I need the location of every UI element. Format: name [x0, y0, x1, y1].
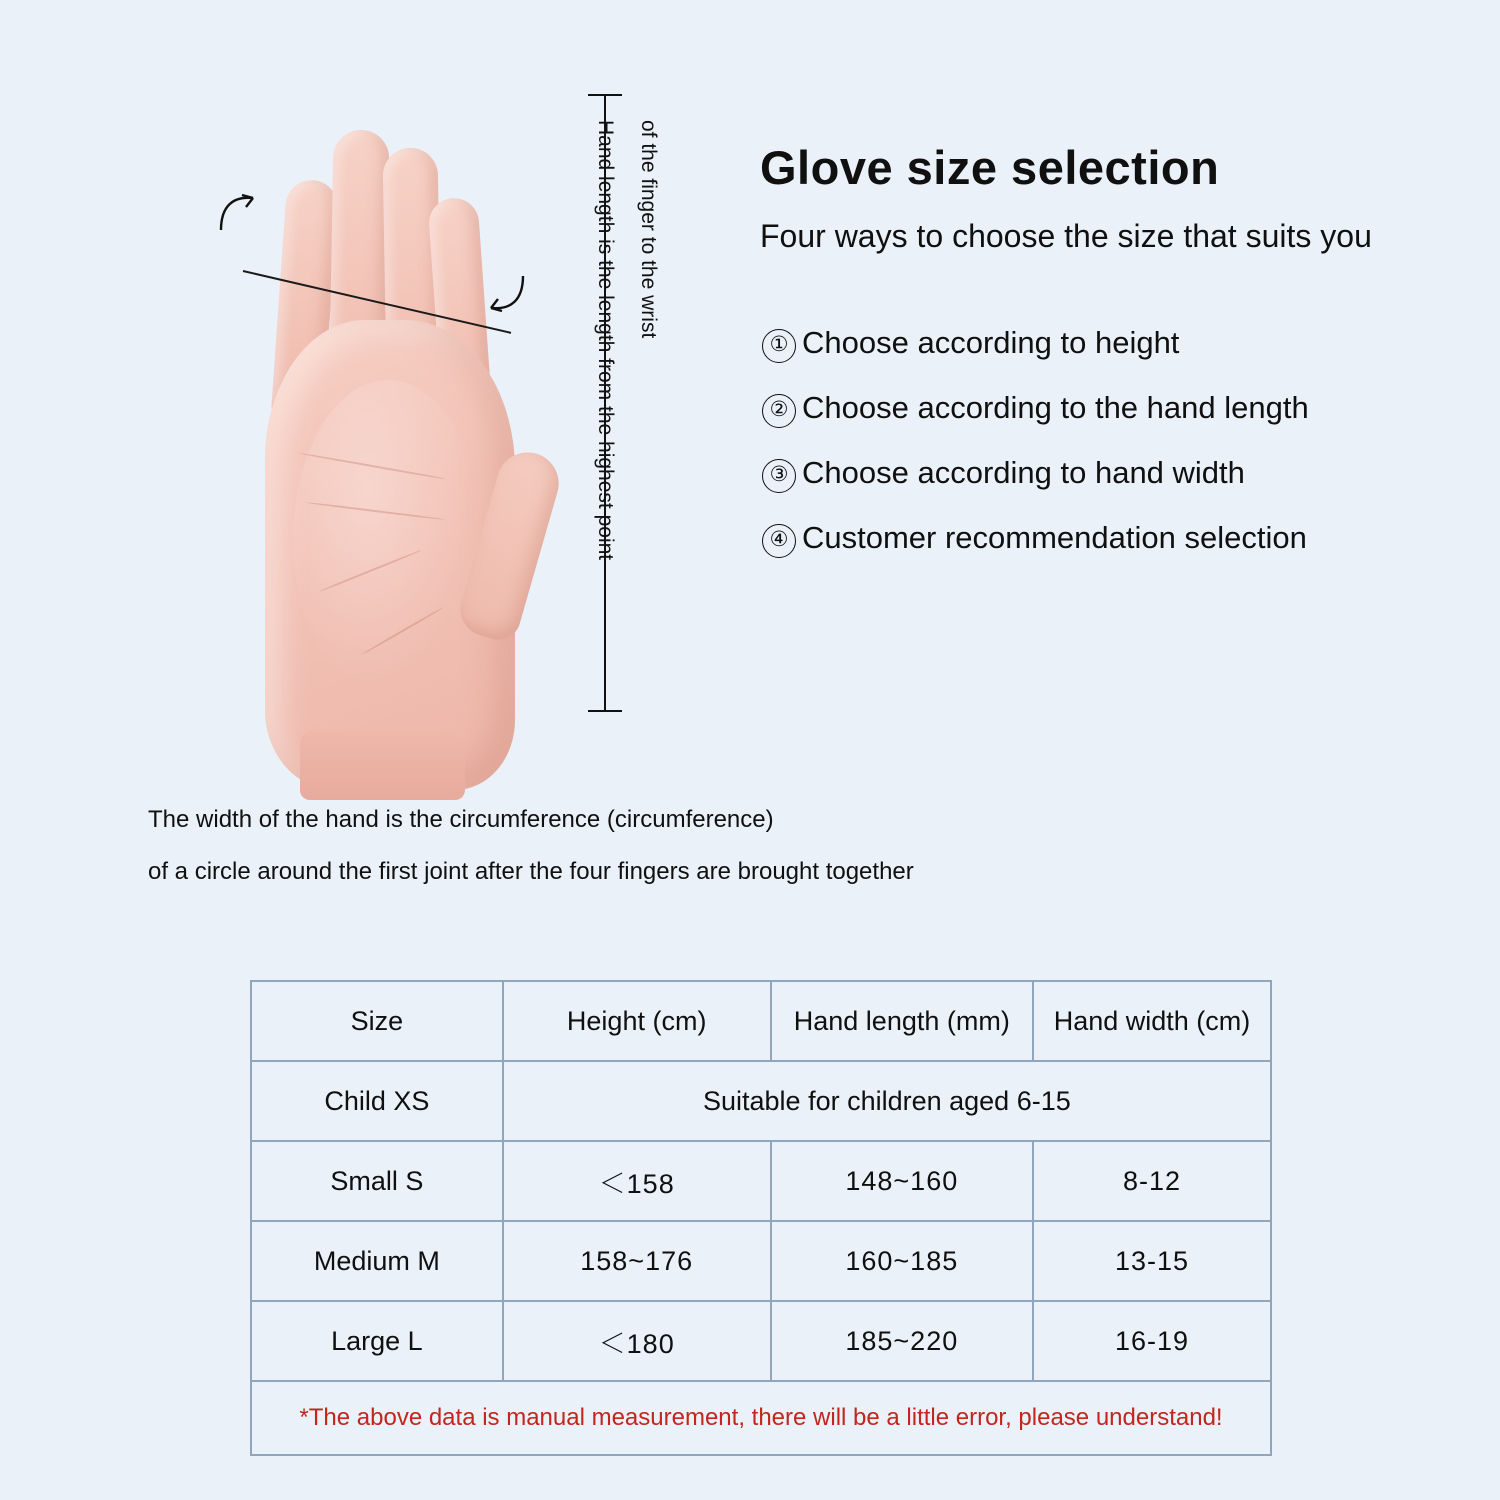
cell-width-medium: 13-15: [1033, 1221, 1271, 1301]
list-item: [762, 455, 1462, 493]
list-item: [762, 520, 1462, 558]
size-chart-table: [250, 980, 1272, 1456]
page-title: Glove size selection: [760, 141, 1220, 194]
hand-width-note-line1: The width of the hand is the circumference (circumference): [148, 806, 774, 833]
hand-width-note-line2: of a circle around the first joint after the four fingers are brought together: [148, 858, 914, 885]
column-header-size: Size: [251, 981, 503, 1061]
step-number-2: ②: [762, 394, 796, 428]
cell-height-large: ＜180: [503, 1301, 771, 1381]
cell-size-medium: Medium M: [251, 1221, 503, 1301]
cell-size-child-xs: Child XS: [251, 1061, 503, 1141]
table-footnote: *The above data is manual measurement, there will be a little error, please understand!: [251, 1381, 1271, 1455]
cell-length-large: 185~220: [771, 1301, 1033, 1381]
hand-illustration: [205, 70, 585, 790]
table-row: [251, 1301, 1271, 1381]
curved-arrow-right-icon: [483, 270, 529, 316]
cell-size-small: Small S: [251, 1141, 503, 1221]
cell-length-medium: 160~185: [771, 1221, 1033, 1301]
wrist: [300, 730, 465, 800]
step-label-3: Choose according to hand width: [802, 455, 1245, 490]
step-number-3: ③: [762, 459, 796, 493]
table-row: [251, 1141, 1271, 1221]
table-row: [251, 1061, 1271, 1141]
hand-length-label-line2: of the finger to the wrist: [637, 120, 660, 339]
step-number-1: ①: [762, 329, 796, 363]
cell-length-small: 148~160: [771, 1141, 1033, 1221]
step-label-4: Customer recommendation selection: [802, 520, 1307, 555]
cell-child-xs-note: Suitable for children aged 6-15: [503, 1061, 1271, 1141]
cell-height-small: ＜158: [503, 1141, 771, 1221]
curved-arrow-left-icon: [215, 190, 261, 236]
cell-height-medium: 158~176: [503, 1221, 771, 1301]
step-number-4: ④: [762, 524, 796, 558]
column-header-hand-width: Hand width (cm): [1033, 981, 1271, 1061]
table-header-row: [251, 981, 1271, 1061]
cell-width-large: 16-19: [1033, 1301, 1271, 1381]
table-row: [251, 1221, 1271, 1301]
step-label-1: Choose according to height: [802, 325, 1180, 360]
steps-list: [762, 325, 1462, 585]
table-footnote-row: [251, 1381, 1271, 1455]
list-item: [762, 325, 1462, 363]
step-label-2: Choose according to the hand length: [802, 390, 1309, 425]
column-header-height: Height (cm): [503, 981, 771, 1061]
cell-size-large: Large L: [251, 1301, 503, 1381]
page-subtitle: Four ways to choose the size that suits you: [760, 218, 1372, 254]
cell-width-small: 8-12: [1033, 1141, 1271, 1221]
list-item: [762, 390, 1462, 428]
column-header-hand-length: Hand length (mm): [771, 981, 1033, 1061]
hand-length-label-line1: Hand length is the length from the highest point: [594, 120, 617, 561]
